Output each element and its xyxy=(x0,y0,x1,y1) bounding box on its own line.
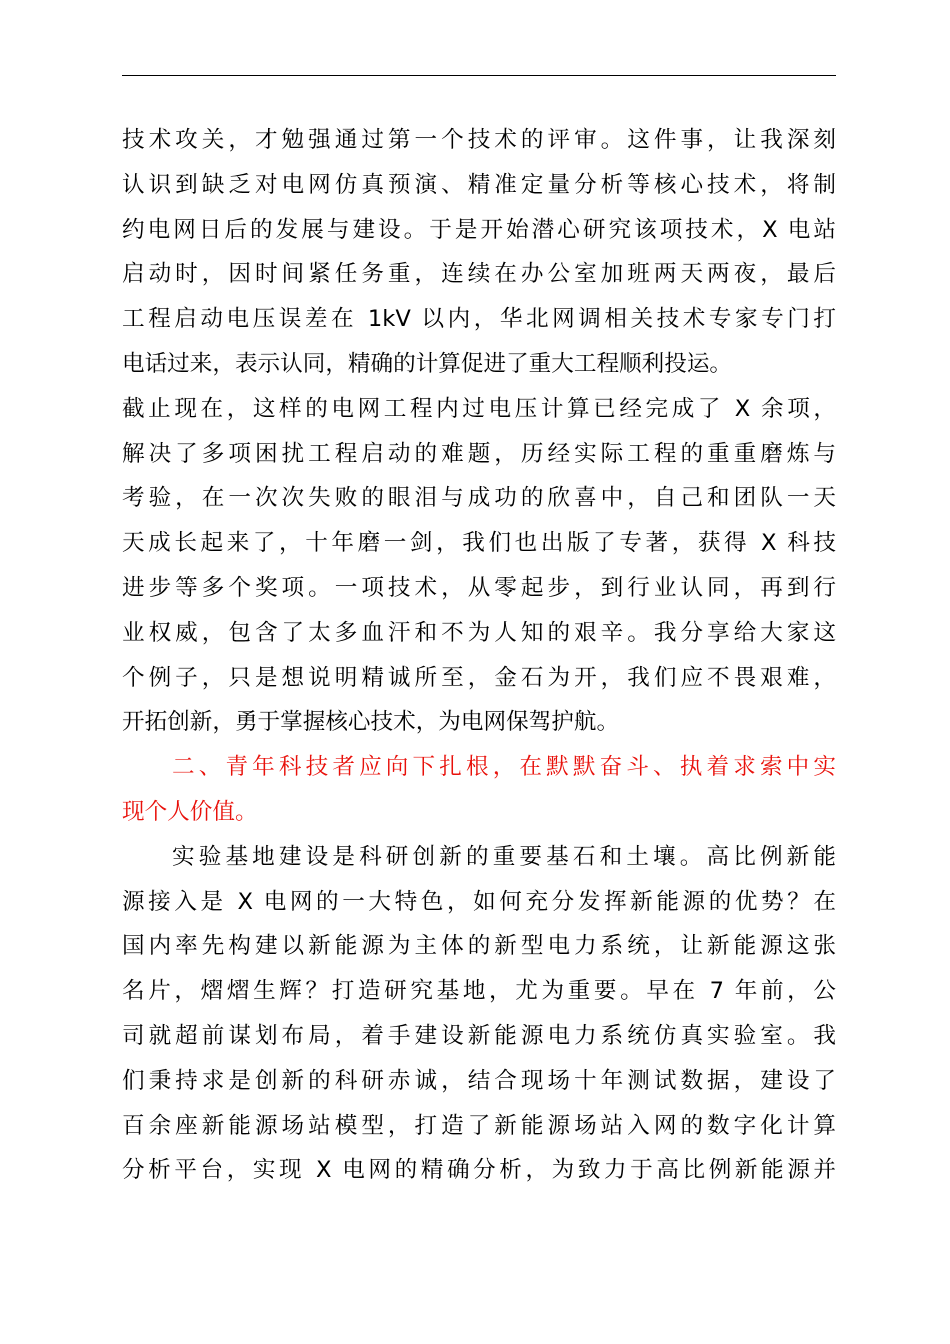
paragraph-line: 实验基地建设是科研创新的重要基石和土壤。高比例新能 xyxy=(172,843,836,870)
paragraph-line: 业权威，包含了太多血汗和不为人知的艰辛。我分享给大家这 xyxy=(122,619,836,646)
header-rule xyxy=(122,75,836,76)
paragraph-line: 司就超前谋划布局，着手建设新能源电力系统仿真实验室。我 xyxy=(122,1022,836,1049)
heading-line: 二、青年科技者应向下扎根，在默默奋斗、执着求索中实 xyxy=(172,754,836,781)
paragraph-line: 进步等多个奖项。一项技术，从零起步，到行业认同，再到行 xyxy=(122,574,836,601)
paragraph-line: 国内率先构建以新能源为主体的新型电力系统，让新能源这张 xyxy=(122,933,836,960)
paragraph-line: 截止现在，这样的电网工程内过电压计算已经完成了 X 余项， xyxy=(122,395,836,422)
paragraph-line: 电话过来，表示认同，精确的计算促进了重大工程顺利投运。 xyxy=(122,350,733,377)
paragraph-line: 名片，熠熠生辉？打造研究基地，尤为重要。早在 7 年前，公 xyxy=(122,978,836,1005)
paragraph-line: 解决了多项困扰工程启动的难题，历经实际工程的重重磨炼与 xyxy=(122,440,836,467)
paragraph-technical-breakthrough xyxy=(122,118,836,745)
paragraph-line: 们秉持求是创新的科研赤诚，结合现场十年测试数据，建设了 xyxy=(122,1067,836,1094)
paragraph-line: 技术攻关，才勉强通过第一个技术的评审。这件事，让我深刻 xyxy=(122,127,836,153)
paragraph-line: 个例子，只是想说明精诚所至，金石为开，我们应不畏艰难， xyxy=(122,664,836,691)
paragraph-line: 源接入是 X 电网的一大特色，如何充分发挥新能源的优势？在 xyxy=(122,888,836,915)
paragraph-line: 考验，在一次次失败的眼泪与成功的欣喜中，自己和团队一天 xyxy=(122,485,836,512)
paragraph-line: 启动时，因时间紧任务重，连续在办公室加班两天两夜，最后 xyxy=(122,261,836,288)
heading-line: 现个人价值。 xyxy=(122,798,258,825)
paragraph-line: 分析平台，实现 X 电网的精确分析，为致力于高比例新能源并 xyxy=(122,1157,836,1184)
paragraph-line: 约电网日后的发展与建设。于是开始潜心研究该项技术，X 电站 xyxy=(122,216,836,243)
paragraph-line: 工程启动电压误差在 1kV 以内，华北网调相关技术专家专门打 xyxy=(122,306,836,333)
paragraph-line: 认识到缺乏对电网仿真预演、精准定量分析等核心技术，将制 xyxy=(122,171,836,198)
paragraph-experiment-base xyxy=(122,835,836,1193)
section-heading xyxy=(122,745,836,835)
document-body xyxy=(122,118,836,1193)
paragraph-line: 百余座新能源场站模型，打造了新能源场站入网的数字化计算 xyxy=(122,1112,836,1139)
paragraph-line: 天成长起来了，十年磨一剑，我们也出版了专著，获得 X 科技 xyxy=(122,530,836,557)
paragraph-line: 开拓创新，勇于掌握核心技术，为电网保驾护航。 xyxy=(122,709,620,736)
